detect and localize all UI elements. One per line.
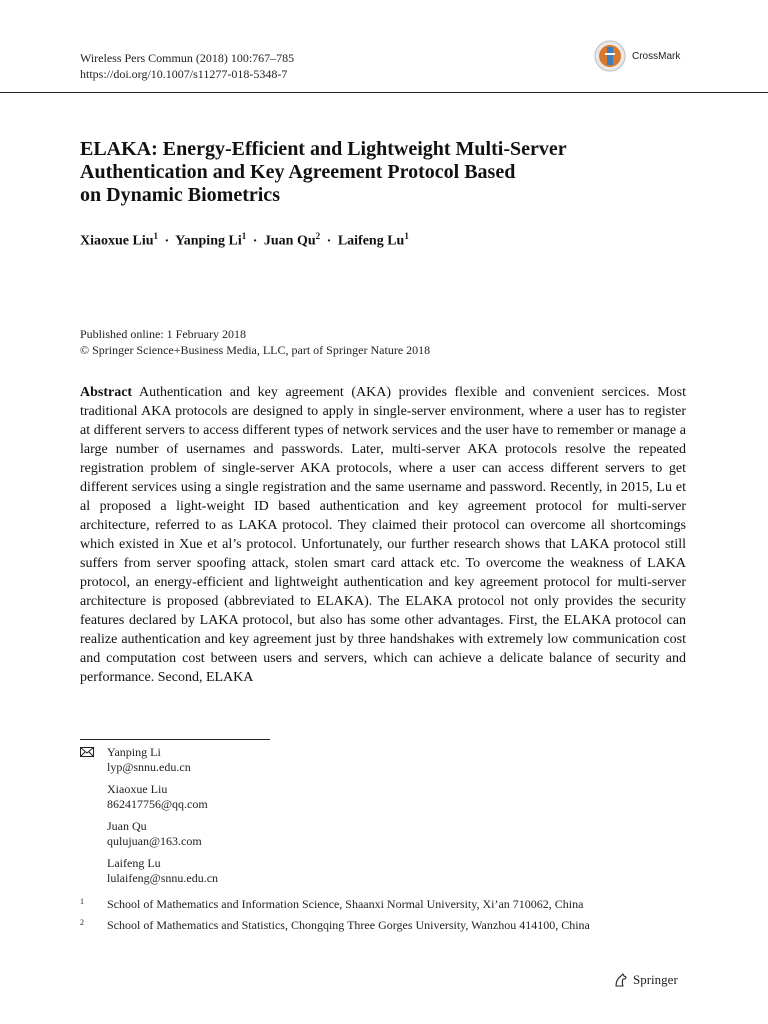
affiliation-entry <box>80 918 680 933</box>
contact-name: Juan Qu <box>107 819 147 833</box>
author-affil-mark: 1 <box>404 231 409 241</box>
publisher-logo <box>613 972 678 988</box>
copyright-notice: © Springer Science+Business Media, LLC, part of Springer Nature 2018 <box>80 343 431 357</box>
title-line-3: on Dynamic Biometrics <box>80 184 280 206</box>
published-date: Published online: 1 February 2018 <box>80 327 246 341</box>
affiliation-text: School of Mathematics and Statistics, Chongqing Three Gorges University, Wanzhou 414100, China <box>107 918 590 932</box>
author-name: Laifeng Lu <box>337 233 405 249</box>
crossmark-badge[interactable] <box>594 40 680 72</box>
contact-name: Laifeng Lu <box>107 856 161 870</box>
contact-email[interactable]: lulaifeng@snnu.edu.cn <box>107 871 219 885</box>
affiliation-number: 2 <box>80 918 84 927</box>
springer-wordmark: Springer <box>633 972 678 987</box>
publication-info <box>80 326 430 358</box>
affiliation-entry <box>80 897 680 912</box>
header-divider <box>0 92 768 93</box>
journal-header <box>80 50 294 82</box>
author-separator: · <box>252 233 258 249</box>
crossmark-label: CrossMark <box>632 50 681 62</box>
author-separator: · <box>326 233 332 249</box>
author-list <box>80 231 409 250</box>
contact-entry <box>80 782 218 812</box>
journal-citation: Wireless Pers Commun (2018) 100:767–785 <box>80 51 295 65</box>
author-affil-mark: 1 <box>153 231 159 241</box>
contact-email[interactable]: lyp@snnu.edu.cn <box>107 760 191 774</box>
author-name: Yanping Li <box>175 233 242 249</box>
contact-entry <box>80 856 218 886</box>
contact-name: Xiaoxue Liu <box>107 782 168 796</box>
envelope-icon <box>80 747 94 757</box>
springer-horse-icon <box>613 972 629 988</box>
contact-name: Yanping Li <box>107 745 161 759</box>
abstract-section <box>80 383 686 687</box>
author-affil-mark: 1 <box>241 231 247 241</box>
abstract-heading: Abstract <box>80 385 133 400</box>
contact-entry <box>80 745 218 775</box>
contact-email[interactable]: 862417756@qq.com <box>107 797 208 811</box>
contact-entry <box>80 819 218 849</box>
paper-title <box>80 138 680 207</box>
crossmark-icon <box>594 40 626 72</box>
affiliations <box>80 897 680 939</box>
author-affil-mark: 2 <box>315 231 321 241</box>
abstract-body: Authentication and key agreement (AKA) provides flexible and convenient sercices. Most traditional AKA protocols are designed to apply in single-server environment, where a user has to register at different servers to access different types of network services and the user have to remember or manage a large number of usernames and passwords. Later, multi-server AKA protocols resolve the repeated registration problem of single-server AKA protocols, where a user can access different servers to get different services using a single registration and the same username and password. Recently, in 2015, Lu et al proposed a light-weight ID based authentication and key agreement protocol for multi-server architecture, referred to as LAKA protocol. They claimed their protocol can overcome all shortcomings which existed in Xue et al’s protocol. Unfortunately, our further research shows that LAKA protocol still suffers from server spoofing attack, stolen smart card attack etc. To overcome the weakness of LAKA protocol, an energy-efficient and lightweight authentication and key agreement protocol for multi-server architecture is proposed (abbreviated to ELAKA). The ELAKA protocol not only provides the security features declared by LAKA protocol, but also has some other advantages. First, the ELAKA protocol can realize authentication and key agreement just by three handshakes with extremely low communication cost and computation cost between users and servers, which can achieve a delicate balance of security and performance. Second, ELAKA <box>80 385 686 685</box>
footnote-divider <box>80 739 270 740</box>
affiliation-number: 1 <box>80 897 84 906</box>
corresponding-contacts <box>80 745 218 893</box>
author-name: Xiaoxue Liu <box>80 233 154 249</box>
contact-email[interactable]: qulujuan@163.com <box>107 834 202 848</box>
title-line-2: Authentication and Key Agreement Protocol Based <box>80 161 516 183</box>
author-name: Juan Qu <box>263 233 316 249</box>
author-separator: · <box>164 233 170 249</box>
title-line-1: ELAKA: Energy-Efficient and Lightweight Multi-Server <box>80 138 567 160</box>
affiliation-text: School of Mathematics and Information Science, Shaanxi Normal University, Xi’an 710062, China <box>107 897 584 911</box>
doi-link[interactable]: https://doi.org/10.1007/s11277-018-5348-7 <box>80 67 288 81</box>
